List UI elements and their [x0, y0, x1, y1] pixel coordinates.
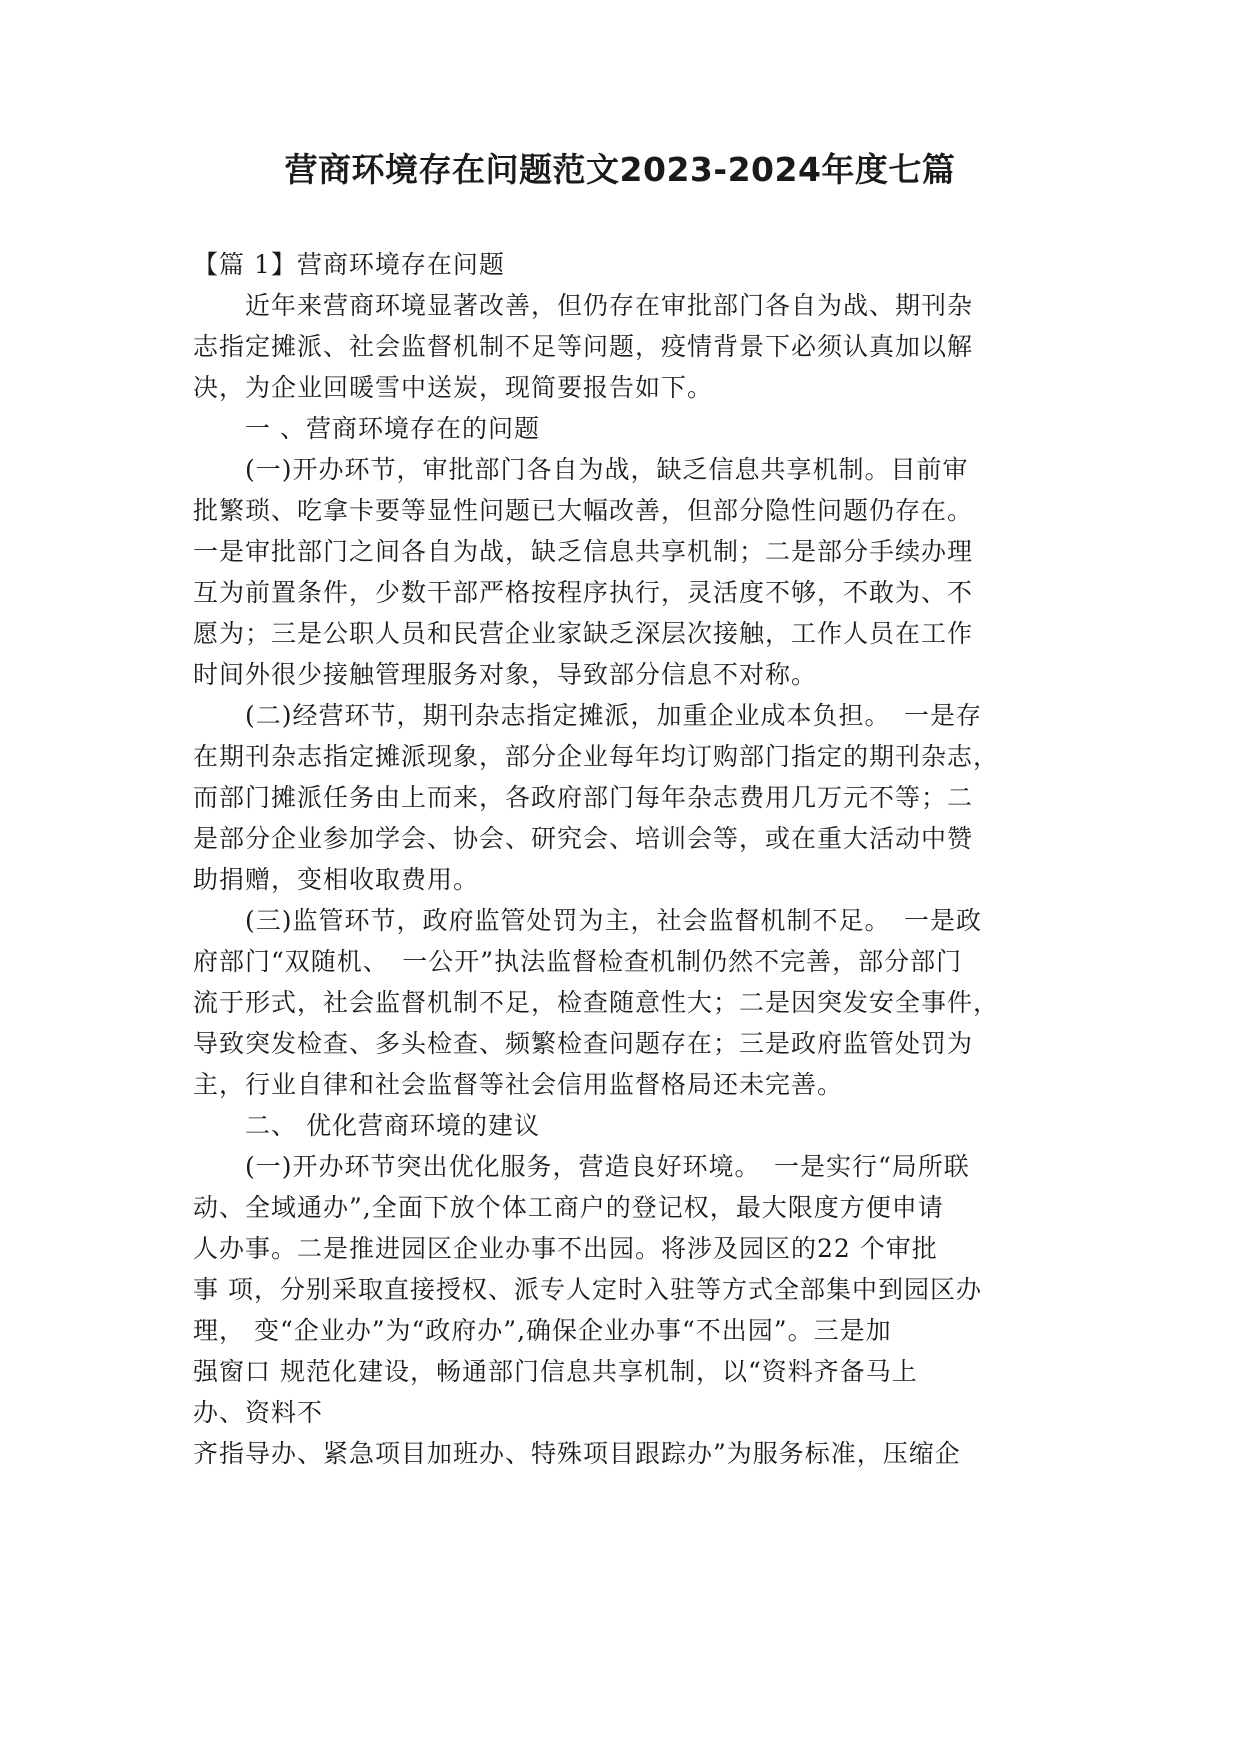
- body-line: 一是审批部门之间各自为战，缺乏信息共享机制；二是部分手续办理: [193, 537, 974, 566]
- body-line: 办、资料不: [193, 1398, 324, 1427]
- body-line: 在期刊杂志指定摊派现象，部分企业每年均订购部门指定的期刊杂志，: [193, 742, 1000, 771]
- body-line: 时间外很少接触管理服务对象，导致部分信息不对称。: [193, 660, 818, 689]
- body-line: 决，为企业回暖雪中送炭，现简要报告如下。: [193, 373, 714, 402]
- body-line: 志指定摊派、社会监督机制不足等问题，疫情背景下必须认真加以解: [193, 332, 974, 361]
- body-line: 流于形式，社会监督机制不足，检查随意性大；二是因突发安全事件，: [193, 988, 1000, 1017]
- body-line: (一)开办环节，审批部门各自为战，缺乏信息共享机制。目前审: [193, 455, 969, 484]
- body-line: 事 项，分别采取直接授权、派专人定时入驻等方式全部集中到园区办: [193, 1275, 982, 1304]
- section-heading: 一 、营商环境存在的问题: [193, 414, 540, 443]
- body-line: 近年来营商环境显著改善，但仍存在审批部门各自为战、期刊杂: [193, 291, 974, 320]
- section-heading: 二、 优化营商环境的建议: [193, 1111, 540, 1140]
- body-line: 理， 变“企业办”为“政府办”,确保企业办事“不出园”。三是加: [193, 1316, 892, 1345]
- body-line: 而部门摊派任务由上而来，各政府部门每年杂志费用几万元不等；二: [193, 783, 974, 812]
- body-line: 导致突发检查、多头检查、频繁检查问题存在；三是政府监管处罚为: [193, 1029, 974, 1058]
- body-line: 主，行业自律和社会监督等社会信用监督格局还未完善。: [193, 1070, 844, 1099]
- body-line: 是部分企业参加学会、协会、研究会、培训会等，或在重大活动中赞: [193, 824, 974, 853]
- body-line: 府部门“双随机、 一公开”执法监督检查机制仍然不完善，部分部门: [193, 947, 963, 976]
- body-line: (二)经营环节，期刊杂志指定摊派，加重企业成本负担。 一是存: [193, 701, 983, 730]
- body-line: 人办事。二是推进园区企业办事不出园。将涉及园区的22 个审批: [193, 1234, 938, 1263]
- body-line: 互为前置条件，少数干部严格按程序执行，灵活度不够，不敢为、不: [193, 578, 974, 607]
- body-line: 强窗口 规范化建设，畅通部门信息共享机制，以“资料齐备马上: [193, 1357, 918, 1386]
- body-line: 动、全域通办”,全面下放个体工商户的登记权，最大限度方便申请: [193, 1193, 944, 1222]
- body-line: (一)开办环节突出优化服务，营造良好环境。 一是实行“局所联: [193, 1152, 970, 1181]
- body-line: 批繁琐、吃拿卡要等显性问题已大幅改善，但部分隐性问题仍存在。: [193, 496, 974, 525]
- body-line: 愿为；三是公职人员和民营企业家缺乏深层次接触，工作人员在工作: [193, 619, 974, 648]
- body-line: (三)监管环节，政府监管处罚为主，社会监督机制不足。 一是政: [193, 906, 983, 935]
- body-line: 助捐赠，变相收取费用。: [193, 865, 480, 894]
- document-title: 营商环境存在问题范文2023-2024年度七篇: [284, 150, 956, 189]
- body-line: 齐指导办、紧急项目加班办、特殊项目跟踪办”为服务标准，压缩企: [193, 1439, 961, 1468]
- section-heading: 【篇 1】营商环境存在问题: [193, 250, 505, 279]
